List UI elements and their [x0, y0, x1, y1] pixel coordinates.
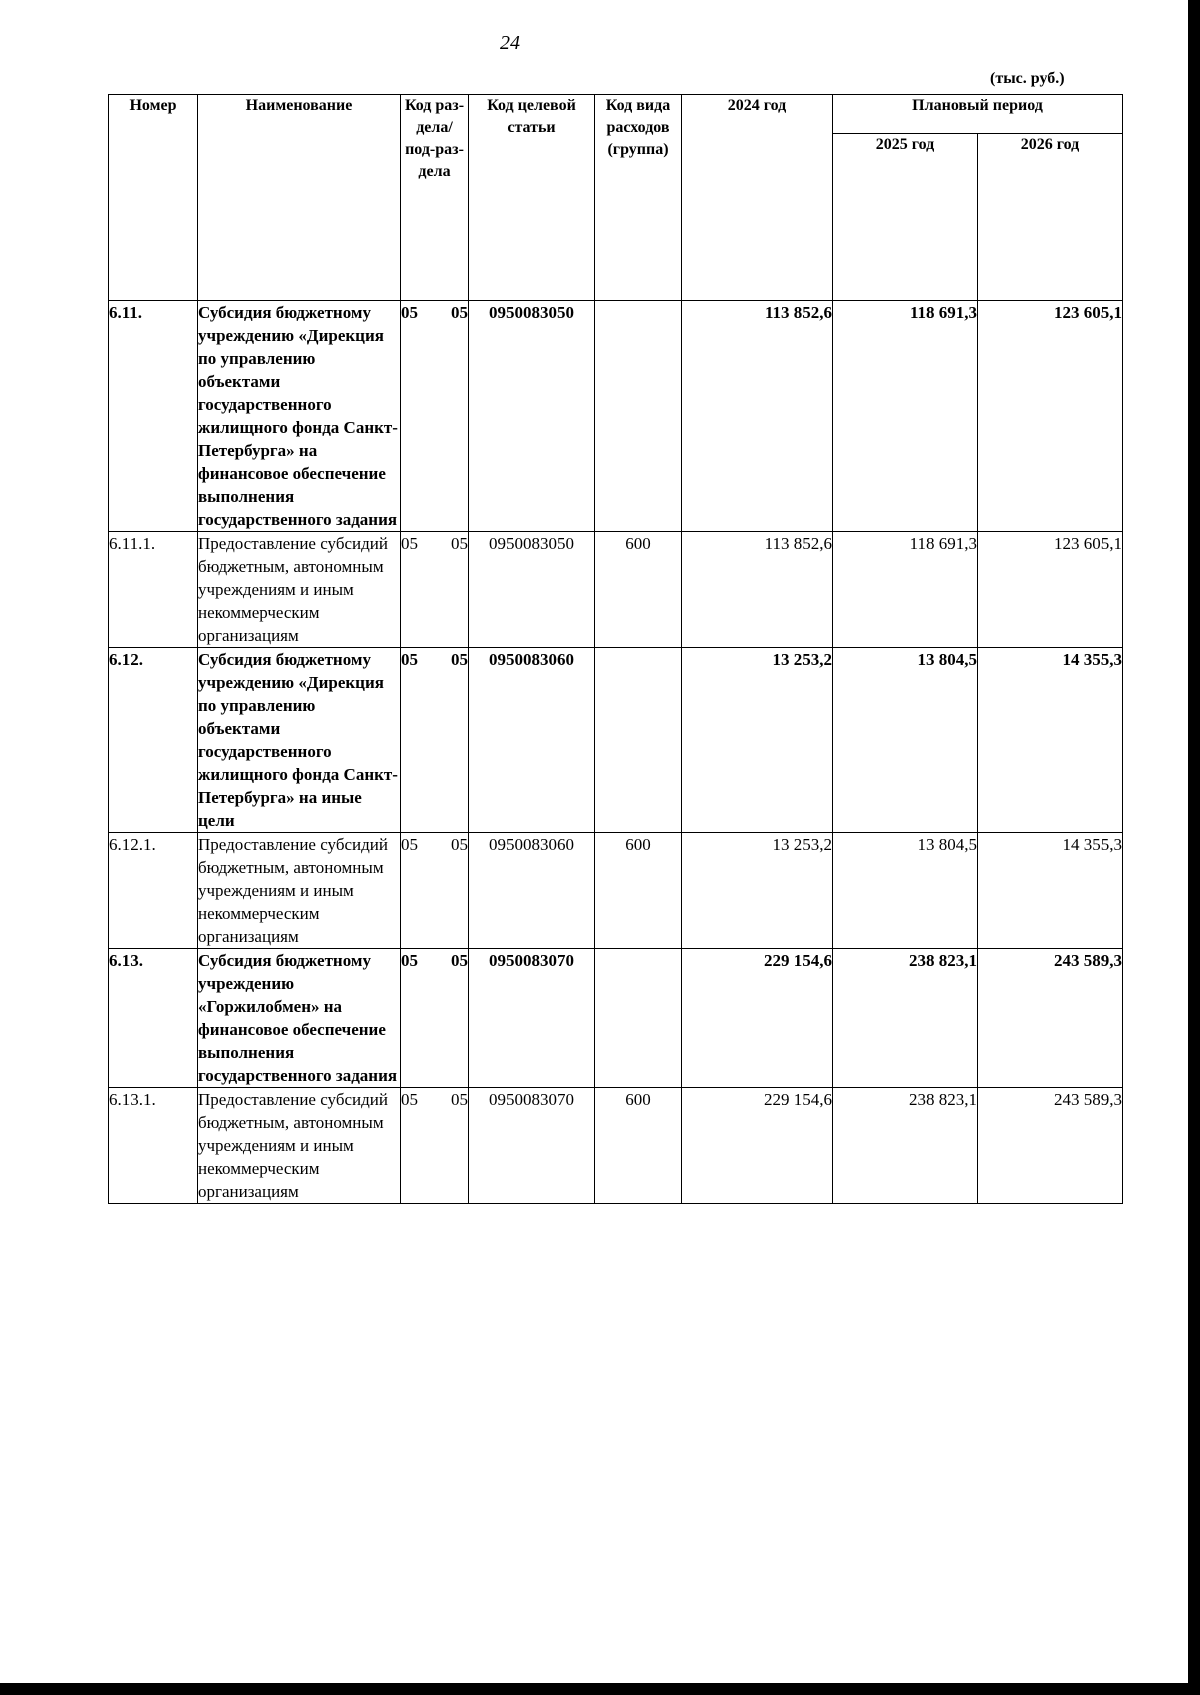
row-target-code: 0950083050	[469, 532, 595, 648]
header-name: Наименование	[198, 95, 401, 301]
header-target-code: Код целевой статьи	[469, 95, 595, 301]
row-expense-kind	[595, 949, 682, 1088]
row-expense-kind	[595, 648, 682, 833]
row-expense-kind: 600	[595, 532, 682, 648]
row-section: 05	[401, 534, 418, 553]
row-section-code	[401, 949, 469, 1088]
row-amount-2026: 123 605,1	[978, 532, 1123, 648]
row-number: 6.12.	[109, 648, 198, 833]
row-target-code: 0950083070	[469, 1088, 595, 1204]
row-expense-kind: 600	[595, 1088, 682, 1204]
row-number: 6.11.	[109, 301, 198, 532]
row-amount-2025: 238 823,1	[833, 949, 978, 1088]
row-section: 05	[401, 951, 418, 970]
page-number: 24	[500, 32, 520, 54]
row-subsection: 05	[451, 650, 468, 669]
table-body	[109, 301, 1123, 1204]
row-amount-2026: 243 589,3	[978, 949, 1123, 1088]
row-amount-2026: 14 355,3	[978, 833, 1123, 949]
row-subsection: 05	[451, 951, 468, 970]
table-row	[109, 648, 1123, 833]
row-name: Субсидия бюджетному учреждению «Дирекция по управлению объектами государственного жилищного фонда Санкт-Петербурга» на финансовое обеспечение выполнения государственного задания	[198, 301, 401, 532]
row-amount-2025: 118 691,3	[833, 301, 978, 532]
row-amount-2024: 13 253,2	[682, 833, 833, 949]
header-number: Номер	[109, 95, 198, 301]
row-target-code: 0950083060	[469, 648, 595, 833]
row-amount-2024: 229 154,6	[682, 949, 833, 1088]
row-target-code: 0950083050	[469, 301, 595, 532]
row-number: 6.13.1.	[109, 1088, 198, 1204]
row-section-code	[401, 532, 469, 648]
row-amount-2024: 113 852,6	[682, 532, 833, 648]
table-row	[109, 532, 1123, 648]
row-name: Предоставление субсидий бюджетным, автономным учреждениям и иным некоммерческим организациям	[198, 1088, 401, 1204]
budget-table	[108, 94, 1123, 1204]
header-year-2026: 2026 год	[978, 134, 1123, 301]
row-number: 6.13.	[109, 949, 198, 1088]
row-name: Предоставление субсидий бюджетным, автономным учреждениям и иным некоммерческим организациям	[198, 833, 401, 949]
row-subsection: 05	[451, 1090, 468, 1109]
row-amount-2024: 13 253,2	[682, 648, 833, 833]
row-section: 05	[401, 835, 418, 854]
row-expense-kind: 600	[595, 833, 682, 949]
row-subsection: 05	[451, 303, 468, 322]
table-row	[109, 949, 1123, 1088]
row-section: 05	[401, 303, 418, 322]
units-label: (тыс. руб.)	[990, 70, 1065, 87]
header-year-2024: 2024 год	[682, 95, 833, 301]
header-planned-period: Плановый период	[833, 95, 1123, 134]
row-subsection: 05	[451, 534, 468, 553]
header-year-2025: 2025 год	[833, 134, 978, 301]
row-section: 05	[401, 650, 418, 669]
row-amount-2024: 113 852,6	[682, 301, 833, 532]
row-name: Субсидия бюджетному учреждению «Дирекция по управлению объектами государственного жилищного фонда Санкт-Петербурга» на иные цели	[198, 648, 401, 833]
row-subsection: 05	[451, 835, 468, 854]
row-name: Субсидия бюджетному учреждению «Горжилобмен» на финансовое обеспечение выполнения государственного задания	[198, 949, 401, 1088]
row-target-code: 0950083070	[469, 949, 595, 1088]
row-amount-2025: 13 804,5	[833, 833, 978, 949]
scan-edge-right	[1188, 0, 1200, 1695]
row-section-code	[401, 1088, 469, 1204]
row-section-code	[401, 301, 469, 532]
header-expense-kind: Код вида расходов (группа)	[595, 95, 682, 301]
row-amount-2026: 123 605,1	[978, 301, 1123, 532]
row-expense-kind	[595, 301, 682, 532]
table-row	[109, 833, 1123, 949]
row-section-code	[401, 833, 469, 949]
row-amount-2025: 118 691,3	[833, 532, 978, 648]
row-target-code: 0950083060	[469, 833, 595, 949]
row-amount-2024: 229 154,6	[682, 1088, 833, 1204]
table-row	[109, 1088, 1123, 1204]
scan-edge-bottom	[0, 1683, 1200, 1695]
row-name: Предоставление субсидий бюджетным, автономным учреждениям и иным некоммерческим организациям	[198, 532, 401, 648]
row-amount-2025: 13 804,5	[833, 648, 978, 833]
row-number: 6.12.1.	[109, 833, 198, 949]
row-section-code	[401, 648, 469, 833]
row-amount-2026: 243 589,3	[978, 1088, 1123, 1204]
row-amount-2026: 14 355,3	[978, 648, 1123, 833]
row-amount-2025: 238 823,1	[833, 1088, 978, 1204]
table-row	[109, 301, 1123, 532]
header-section-code: Код раз-дела/ под-раз-дела	[401, 95, 469, 301]
row-number: 6.11.1.	[109, 532, 198, 648]
row-section: 05	[401, 1090, 418, 1109]
